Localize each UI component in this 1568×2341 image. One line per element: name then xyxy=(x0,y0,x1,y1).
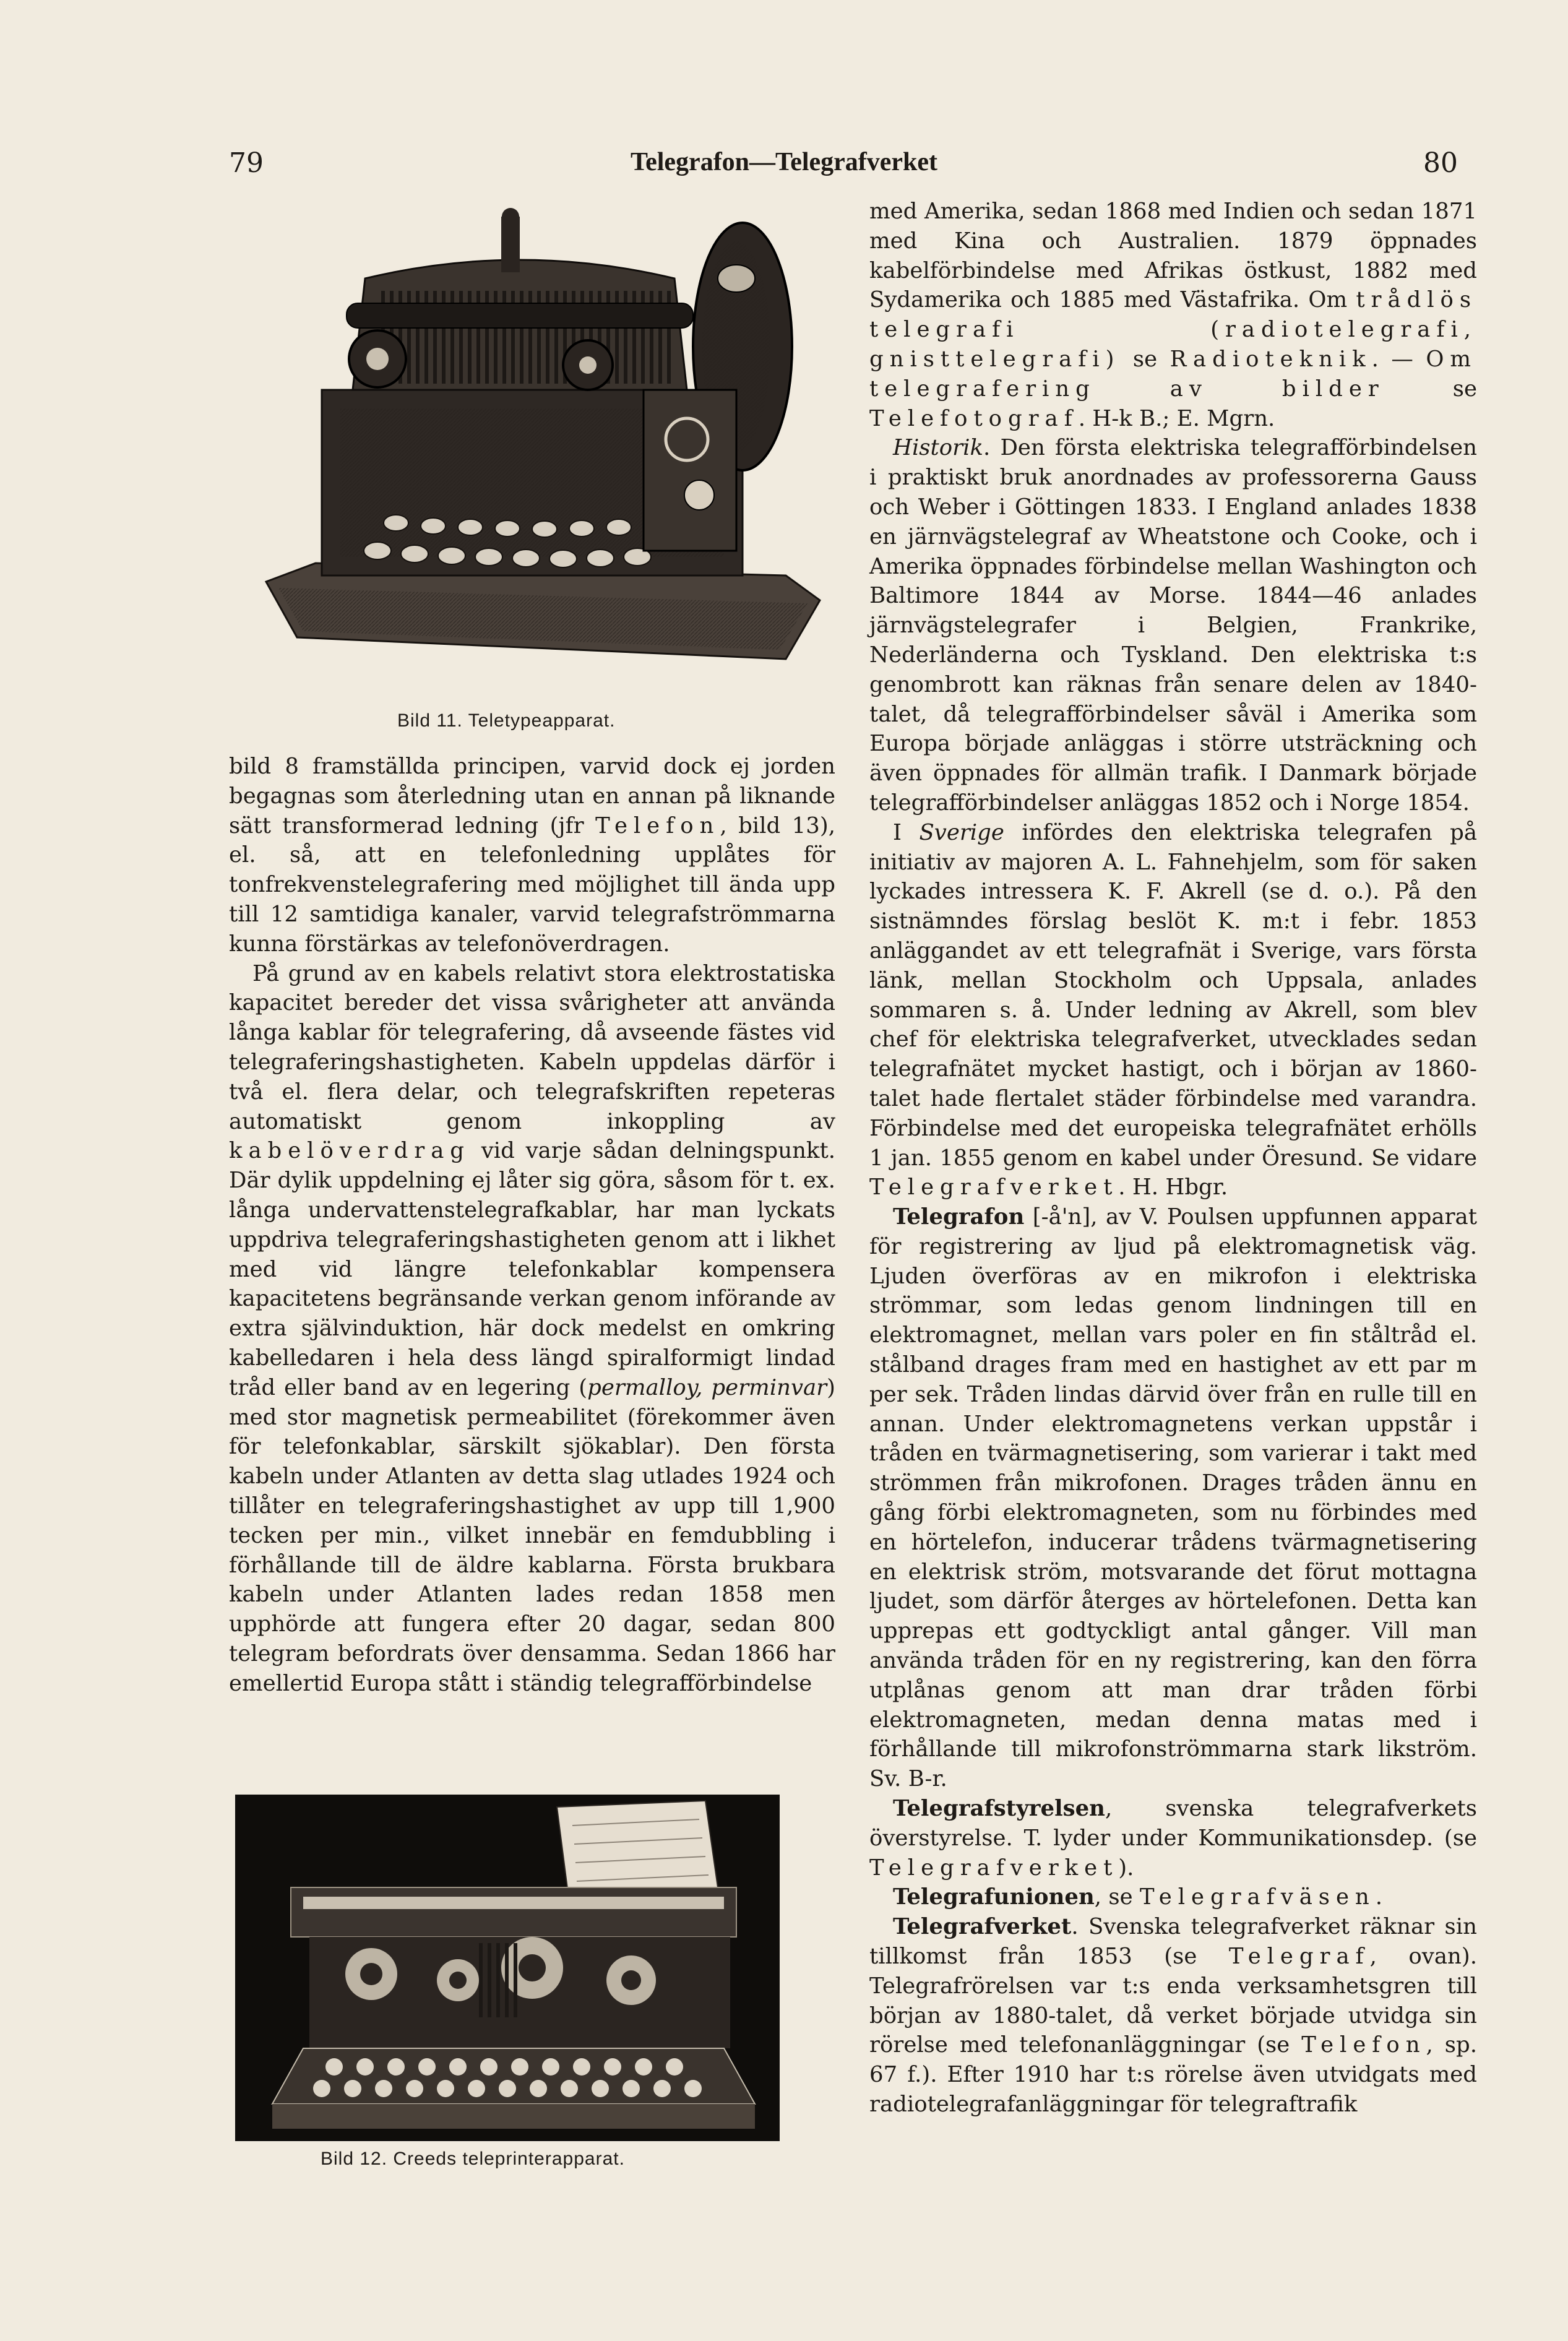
left-paragraph-2: På grund av en kabels relativt stora elektrostatiska kapacitet bereder det vissa svårigheter att använda långa kablar för telegrafering, då avseende fästes vid telegraferingshastigheten. Kabeln uppdelas därför i två el. flera delar, och telegrafskriften repeteras automatiskt genom inkoppling av kabelöverdrag vid varje sådan delningspunkt. Där dylik uppdelning ej låter sig göra, såsom för t. ex. långa undervattenstelegrafkablar, har man lyckats uppdriva telegraferingshastigheten genom att i likhet med vid längre telefonkablar kompensera kapacitetens begränsande verkan genom införande av extra självinduktion, här dock medelst en omkring kabelledaren i hela dess längd spiralformigt lindad tråd eller band av en legering (permalloy, perminvar) med stor magnetisk permeabilitet (förekommer även för telefonkablar, särskilt sjökablar). Den första kabeln under Atlanten av detta slag utlades 1924 och tillåter en telegraferingshastighet av upp till 1,900 tecken per min., vilket innebär en femdubbling i förhållande till de äldre kablarna. Första brukbara kabeln under Atlanten lades redan 1858 men upphörde att fungera efter 20 dagar, sedan 800 telegram befordrats över densamma. Sedan 1866 har emellertid Europa stått i ständig telegrafförbindelse xyxy=(229,960,835,1696)
entry-telegrafon: Telegrafon [-å'n], av V. Poulsen uppfunnen apparat för registrering av ljud på elektromagnetisk väg. Ljuden överföras av en mikrofon i elektriska strömmar, som ledas genom lindningen till en elektromagnet, mellan vars poler en fin ståltråd el. stålband drages fram med en hastighet av ett par m per sek. Tråden lindas därvid över från en rulle till en annan. Under elektromagnetens verkan uppstår i tråden en tvärmagnetisering, som varierar i takt med strömmen från mikrofonen. Drages tråden ännu en gång förbi elektromagneten, som nu förbindes med en hörtelefon, inducerar trådens tvärmagnetisering en elektrisk ström, motsvarande det förut mottagna ljudet, som därför återges av hörtelefonen. Detta kan upprepas ett godtyckligt antal gånger. Vill man använda tråden för en ny registrering, kan den förra utplånas genom att man drar tråden förbi elektromagneten, medan denna matas med i förhållande till mikrofonströmmarna stark likström. Sv. B-r. xyxy=(869,1204,1477,1792)
page-number-left: 79 xyxy=(229,147,264,179)
page-number-right: 80 xyxy=(1423,147,1458,179)
right-paragraph-1: med Amerika, sedan 1868 med Indien och sedan 1871 med Kina och Australien. 1879 öppnades kabelförbindelse med Afrikas östkust, 1882 med Sydamerika och 1885 med Västafrika. Om trådlös telegrafi (radiotelegrafi, gnisttelegrafi) se Radioteknik. — Om telegrafering av bilder se Telefotograf. H-k B.; E. Mgrn. xyxy=(869,199,1478,431)
right-column xyxy=(869,197,1477,2119)
running-head: Telegrafon—Telegrafverket xyxy=(630,148,938,176)
entry-telegrafverket: Telegrafverket. Svenska telegrafverket räknar sin tillkomst från 1853 (se Telegraf, ovan). Telegrafrörelsen var t:s enda verksamhetsgren till början av 1880-talet, då verket började utvidga sin rörelse med telefonanläggningar (se Telefon, sp. 67 f.). Efter 1910 har t:s rörelse även utvidgats med radiotelegrafanläggningar för telegraftrafik xyxy=(869,1914,1477,2117)
right-paragraph-historik: Historik. Den första elektriska telegrafförbindelsen i praktiskt bruk anordnades av professorerna Gauss och Weber i Göttingen 1833. I England anlades 1838 en järnvägstelegraf av Wheatstone och Cooke, och i Amerika öppnades förbindelse mellan Washington och Baltimore 1844 av Morse. 1844—46 anlades järnvägstelegrafer i Belgien, Frankrike, Nederländerna och Tyskland. Den elektriska t:s genombrott kan räknas från senare delen av 1840-talet, då telegrafförbindelser såväl i Amerika som Europa började anläggas i större utsträckning och även öppnades för allmän trafik. I Danmark började telegrafförbindelser anläggas 1852 och i Norge 1854. xyxy=(869,435,1477,816)
right-paragraph-sverige: I Sverige infördes den elektriska telegrafen på initiativ av majoren A. L. Fahnehjelm, som för saken lyckades intressera K. F. Akrell (se d. o.). På den sistnämndes förslag beslöt K. m:t i febr. 1853 anläggandet av ett telegrafnät i Sverige, vars första länk, mellan Stockholm och Uppsala, anlades sommaren s. å. Under ledning av Akrell, som blev chef för elektriska telegrafverket, utvecklades sedan telegrafnätet mycket hastigt, och i början av 1860-talet hade flertalet städer förbindelse med varandra. Förbindelse med det europeiska telegrafnätet erhölls 1 jan. 1855 genom en kabel under Öresund. Se vidare Telegrafverket. H. Hbgr. xyxy=(869,819,1478,1201)
left-column xyxy=(229,752,835,1699)
page-header xyxy=(0,147,1568,197)
teleprinter-figure xyxy=(235,1795,780,2141)
entry-telegrafunionen: Telegrafunionen, se Telegrafväsen. xyxy=(893,1884,1383,1910)
entry-telegrafstyrelsen: Telegrafstyrelsen, svenska telegrafverkets överstyrelse. T. lyder under Kommunikationsdep. (se Telegrafverket). xyxy=(869,1796,1477,1881)
figure-11-caption: Bild 11. Teletypeapparat. xyxy=(397,710,616,731)
figure-12-caption: Bild 12. Creeds teleprinterapparat. xyxy=(321,2149,625,2169)
left-paragraph-1: bild 8 framställda principen, varvid dock ej jorden begagnas som återledning utan en annan på liknande sätt transformerad ledning (jfr Telefon, bild 13), el. så, att en telefonledning upplåtes för tonfrekvenstelegrafering med möjlighet till ända upp till 12 samtidiga kanaler, varvid telegrafströmmarna kunna förstärkas av telefonöverdragen. xyxy=(229,754,835,957)
teletype-figure xyxy=(241,204,829,693)
